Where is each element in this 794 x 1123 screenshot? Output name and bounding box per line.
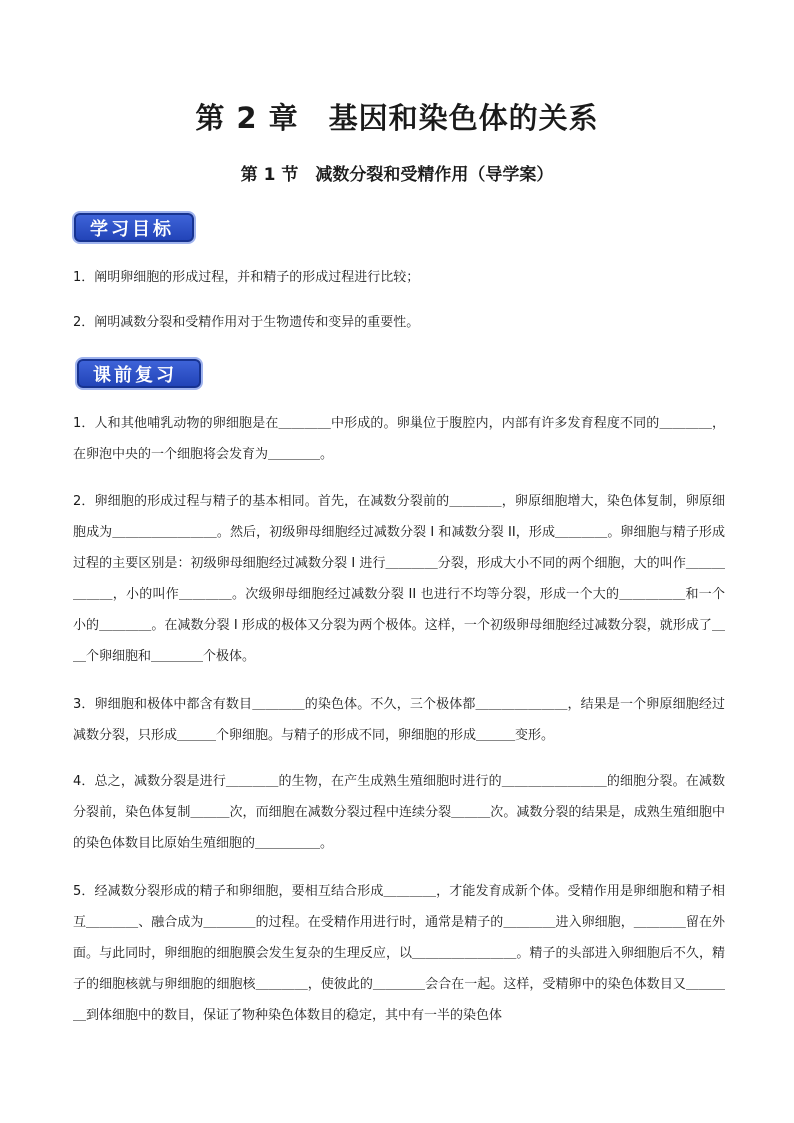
review-question-5: 5．经减数分裂形成的精子和卵细胞，要相互结合形成＿＿＿＿，才能发育成新个体。受精作用是卵细胞和精子相互＿＿＿＿、融合成为＿＿＿＿的过程。在受精作用进行时，通常是精子的＿＿＿＿进入卵细胞，＿＿＿＿留在外面。与此同时，卵细胞的细胞膜会发生复杂的生理反应，以＿＿＿＿＿＿＿＿。精子的头部进入卵细胞后不久，精子的细胞核就与卵细胞的细胞核＿＿＿＿，使彼此的＿＿＿＿会合在一起。这样，受精卵中的染色体数目又＿＿＿＿到体细胞中的数目，保证了物种染色体数目的稳定，其中有一半的染色体 [73,884,725,1023]
pre-class-review-badge: 课前复习 [77,359,201,388]
review-question-3: 3．卵细胞和极体中都含有数目＿＿＿＿的染色体。不久，三个极体都＿＿＿＿＿＿＿，结果是一个卵原细胞经过减数分裂，只形成＿＿＿个卵细胞。与精子的形成不同，卵细胞的形成＿＿＿变形。 [73,697,725,743]
review-question-4: 4．总之，减数分裂是进行＿＿＿＿的生物，在产生成熟生殖细胞时进行的＿＿＿＿＿＿＿＿的细胞分裂。在减数分裂前，染色体复制＿＿＿次，而细胞在减数分裂过程中连续分裂＿＿＿次。减数分裂的结果是，成熟生殖细胞中的染色体数目比原始生殖细胞的＿＿＿＿＿。 [73,774,725,851]
objective-item-1: 1．阐明卵细胞的形成过程，并和精子的形成过程进行比较； [73,270,420,285]
section-title: 第 1 节 减数分裂和受精作用（导学案） [240,165,554,185]
chapter-title: 第 2 章 基因和染色体的关系 [195,101,599,135]
review-question-1: 1．人和其他哺乳动物的卵细胞是在＿＿＿＿中形成的。卵巢位于腹腔内，内部有许多发育程度不同的＿＿＿＿，在卵泡中央的一个细胞将会发育为＿＿＿＿。 [73,416,725,462]
review-question-2: 2．卵细胞的形成过程与精子的基本相同。首先，在减数分裂前的＿＿＿＿，卵原细胞增大，染色体复制，卵原细胞成为＿＿＿＿＿＿＿＿。然后，初级卵母细胞经过减数分裂 I 和减数分裂 II，形成＿＿＿＿。卵细胞与精子形成过程的主要区别是：初级卵母细胞经过减数分裂 I 进行＿＿＿＿分裂，形成大小不同的两个细胞，大的叫作＿＿＿＿＿＿，小的叫作＿＿＿＿。次级卵母细胞经过减数分裂 II 也进行不均等分裂，形成一个大的＿＿＿＿＿和一个小的＿＿＿＿。在减数分裂 I 形成的极体又分裂为两个极体。这样，一个初级卵母细胞经过减数分裂，就形成了＿＿个卵细胞和＿＿＿＿个极体。 [73,494,725,664]
learning-objectives-badge: 学习目标 [74,213,194,242]
objective-item-2: 2．阐明减数分裂和受精作用对于生物遗传和变异的重要性。 [73,315,420,330]
